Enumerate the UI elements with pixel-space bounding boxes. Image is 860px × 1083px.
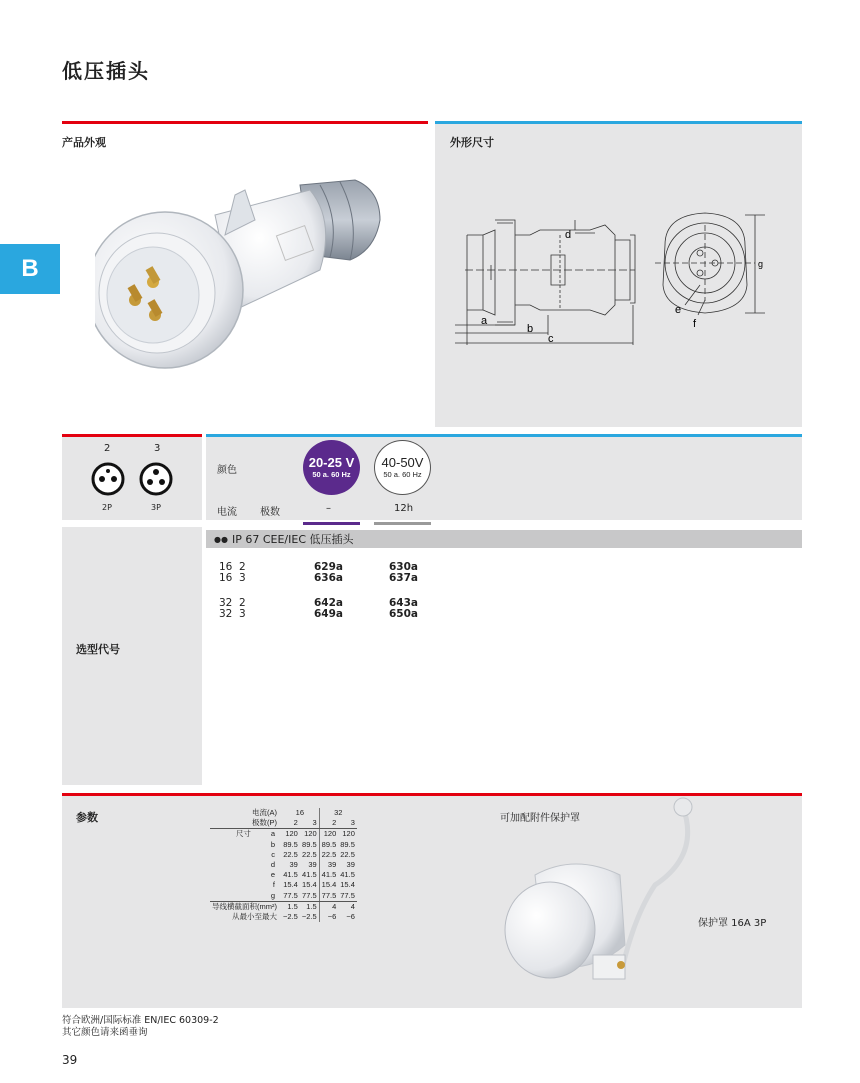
dim-d-label: d xyxy=(565,229,572,241)
code-value: 629a xyxy=(314,561,344,573)
table-row: 16 2 629a 630a xyxy=(219,561,419,573)
parameter-table: 电流(A) 16 32 极数(P) 2 3 2 3 尺寸 a 120 120 120 120 b 89.5 89.5 89.5 89.5 c 22.5 22.5 22.5 22.5 d 39 39 39 39 e 41.5 41.5 41.5 41.5 f 15.4 15.4 15.4 15.4 g 77.5 77.5 77.5 77.5 导线横截面积(mm²) 1.5 1.5 4 4 从最小至最大 −2.5 −2.5 −6 −6 xyxy=(212,808,355,922)
appearance-label: 产品外观 xyxy=(62,136,106,149)
code-value: 650a xyxy=(389,608,419,620)
protective-cap-image xyxy=(495,795,695,995)
size-label: 尺寸 xyxy=(235,829,251,839)
accessory-label: 可加配附件保护罩 xyxy=(500,813,580,824)
page-title: 低压插头 xyxy=(62,59,150,83)
config-panel xyxy=(206,437,802,520)
pole-label-3p: 3P xyxy=(151,503,161,512)
poles-label: 极数 xyxy=(260,507,280,518)
selection-code-label: 选型代号 xyxy=(76,643,120,656)
ip-header-label: IP 67 CEE/IEC 低压插头 xyxy=(231,533,354,546)
pole-label-2p: 2P xyxy=(102,503,112,512)
footer-notes xyxy=(62,1015,219,1039)
grey-indicator xyxy=(374,522,431,525)
pole-icons xyxy=(90,462,190,496)
code-value: 642a xyxy=(314,597,344,609)
code-table xyxy=(219,562,439,620)
code-value: 636a xyxy=(314,572,344,584)
poles-header: 极数(P) xyxy=(210,818,281,829)
cross-section-label: 导线横截面积(mm²) xyxy=(212,901,277,911)
dim-f-label: f xyxy=(693,318,697,330)
code-value: 630a xyxy=(389,561,419,573)
code-value: 637a xyxy=(389,572,419,584)
plug-product-image xyxy=(95,175,395,375)
dimensions-label: 外形尺寸 xyxy=(450,136,494,149)
dim-g-label: g xyxy=(758,259,764,269)
dim-c-label: c xyxy=(548,333,554,345)
position-label-1: – xyxy=(326,503,331,514)
min-max-label: 从最小至最大 xyxy=(232,912,277,922)
voltage-sub-label: 50 a. 60 Hz xyxy=(312,470,351,479)
parameters-label: 参数 xyxy=(76,811,98,824)
dimension-drawing xyxy=(455,205,795,355)
voltage-badge-20-25v xyxy=(303,440,360,495)
page-number: 39 xyxy=(62,1053,78,1067)
footer-standard: 符合欧洲/国际标准 EN/IEC 60309-2 xyxy=(62,1015,219,1026)
voltage-badge-40-50v xyxy=(374,440,431,495)
table-row: 16 3 636a 637a xyxy=(219,572,419,584)
dim-a-label: a xyxy=(481,315,488,327)
current-label: 电流 xyxy=(217,507,237,518)
current-16: 16 xyxy=(281,808,319,818)
current-header: 电流(A) xyxy=(252,808,277,817)
footer-colors: 其它颜色请来函垂询 xyxy=(62,1027,148,1038)
pole-number-3: 3 xyxy=(154,443,161,454)
color-label: 颜色 xyxy=(217,465,237,476)
ip-drops-icon: ●● xyxy=(214,534,228,544)
dim-e-label: e xyxy=(675,304,682,316)
code-value: 643a xyxy=(389,597,419,609)
voltage-main-label: 20-25 V xyxy=(308,455,355,470)
dim-b-label: b xyxy=(527,323,534,335)
voltage-sub-label: 50 a. 60 Hz xyxy=(383,470,422,479)
table-row: 32 2 642a 643a xyxy=(219,597,419,609)
accessory-caption: 保护罩 16A 3P xyxy=(698,918,767,929)
code-value: 649a xyxy=(314,608,344,620)
current-32: 32 xyxy=(334,808,343,817)
position-label-2: 12h xyxy=(394,503,414,514)
ip-header xyxy=(206,530,802,548)
voltage-main-label: 40-50V xyxy=(381,455,424,470)
section-tab[interactable]: B xyxy=(0,244,60,294)
table-row: 32 3 649a 650a xyxy=(219,608,419,620)
red-divider xyxy=(62,121,428,124)
pole-number-2: 2 xyxy=(104,443,111,454)
purple-indicator xyxy=(303,522,360,525)
